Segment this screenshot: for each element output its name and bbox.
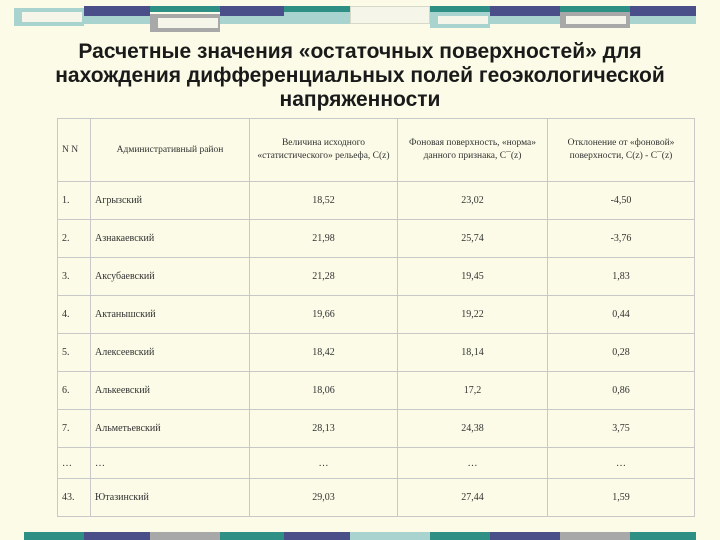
row-background: 23,02	[398, 182, 548, 220]
table-row	[58, 182, 695, 220]
row-deviation: 0,28	[548, 334, 695, 372]
row-district: Альметьевский	[91, 410, 250, 448]
row-original: …	[250, 448, 398, 479]
row-deviation: …	[548, 448, 695, 479]
header-background: Фоновая поверхность, «норма» данного признака, C¯(z)	[398, 119, 548, 182]
row-deviation: 1,59	[548, 479, 695, 517]
row-background: 19,22	[398, 296, 548, 334]
row-original: 18,42	[250, 334, 398, 372]
row-original: 21,28	[250, 258, 398, 296]
row-district: Актанышский	[91, 296, 250, 334]
row-district: Ютазинский	[91, 479, 250, 517]
row-district: Азнакаевский	[91, 220, 250, 258]
header-original: Величина исходного «статистического» рельефа, C(z)	[250, 119, 398, 182]
row-deviation: -4,50	[548, 182, 695, 220]
header-district: Административный район	[91, 119, 250, 182]
table-header-row	[58, 119, 695, 182]
header-deviation: Отклонение от «фоновой» поверхности, C(z) - C¯(z)	[548, 119, 695, 182]
row-background: 24,38	[398, 410, 548, 448]
row-num: 6.	[58, 372, 91, 410]
row-district: Алькеевский	[91, 372, 250, 410]
table-row	[58, 258, 695, 296]
row-district: Алексеевский	[91, 334, 250, 372]
row-num: 3.	[58, 258, 91, 296]
row-original: 19,66	[250, 296, 398, 334]
slide-title: Расчетные значения «остаточных поверхностей» для нахождения дифференциальных полей геоэкологической напряженности	[55, 40, 665, 111]
table-row	[58, 479, 695, 517]
row-deviation: 1,83	[548, 258, 695, 296]
row-background: 27,44	[398, 479, 548, 517]
row-num: 43.	[58, 479, 91, 517]
row-original: 28,13	[250, 410, 398, 448]
table-row	[58, 220, 695, 258]
row-district: Аксубаевский	[91, 258, 250, 296]
row-original: 29,03	[250, 479, 398, 517]
row-num: …	[58, 448, 91, 479]
row-background: 18,14	[398, 334, 548, 372]
row-num: 7.	[58, 410, 91, 448]
table-row	[58, 410, 695, 448]
row-background: 19,45	[398, 258, 548, 296]
row-district: …	[91, 448, 250, 479]
row-deviation: 0,86	[548, 372, 695, 410]
row-num: 1.	[58, 182, 91, 220]
header-num: N N	[58, 119, 91, 182]
data-table	[57, 118, 695, 517]
row-deviation: 3,75	[548, 410, 695, 448]
row-original: 18,06	[250, 372, 398, 410]
row-num: 2.	[58, 220, 91, 258]
table-row	[58, 372, 695, 410]
row-background: …	[398, 448, 548, 479]
top-decor-band	[0, 6, 720, 34]
row-original: 18,52	[250, 182, 398, 220]
row-background: 25,74	[398, 220, 548, 258]
row-deviation: 0,44	[548, 296, 695, 334]
bottom-decor-band	[0, 532, 720, 540]
row-num: 5.	[58, 334, 91, 372]
table-row-ellipsis	[58, 448, 695, 479]
row-original: 21,98	[250, 220, 398, 258]
row-district: Агрызский	[91, 182, 250, 220]
row-num: 4.	[58, 296, 91, 334]
table-row	[58, 334, 695, 372]
row-background: 17,2	[398, 372, 548, 410]
row-deviation: -3,76	[548, 220, 695, 258]
table-row	[58, 296, 695, 334]
